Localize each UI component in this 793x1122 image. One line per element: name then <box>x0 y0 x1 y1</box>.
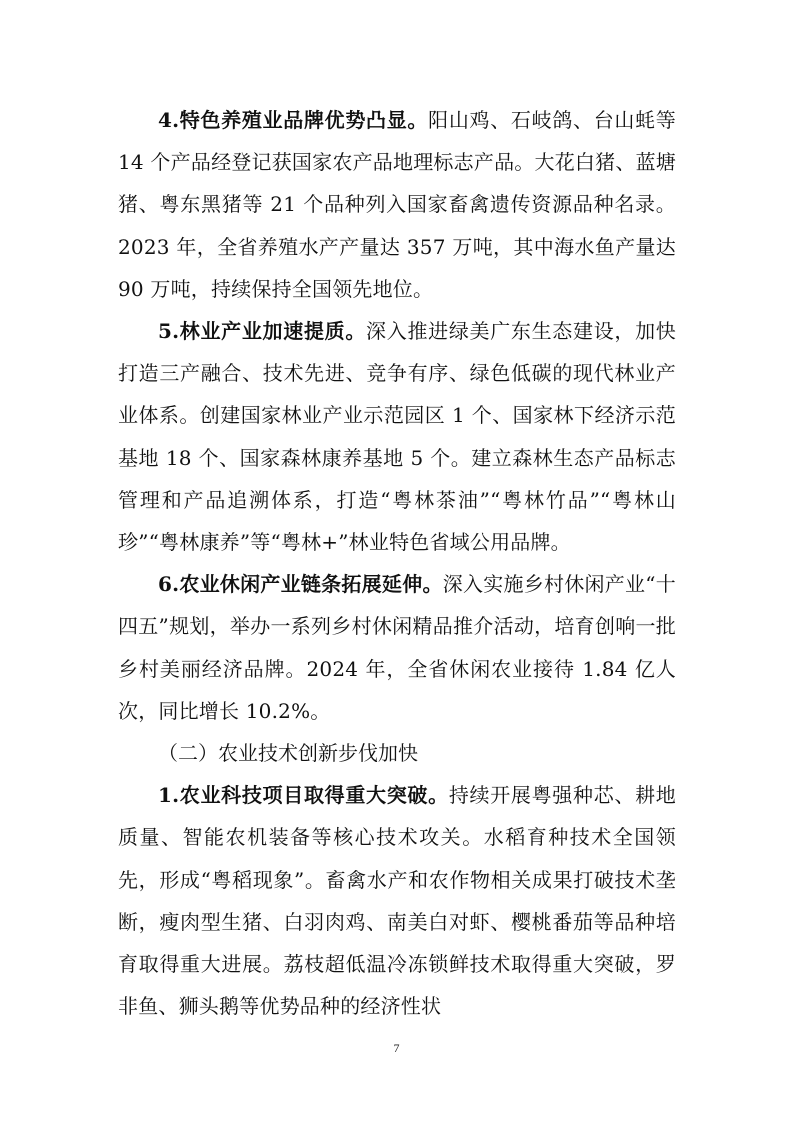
paragraph-lead: 1.农业科技项目取得重大突破。 <box>158 783 449 808</box>
paragraph-body: 阳山鸡、石岐鸽、台山蚝等 14 个产品经登记获国家农产品地理标志产品。大花白猪、蓝塘猪、粤东黑猪等 21 个品种列入国家畜禽遗传资源品种名录。2023 年，全省养殖水产产量达 357 万吨，其中海水鱼产量达 90 万吨，持续保持全国领先地位。 <box>118 108 676 301</box>
paragraph-body: 深入推进绿美广东生态建设，加快打造三产融合、技术先进、竞争有序、绿色低碳的现代林业产业体系。创建国家林业产业示范园区 1 个、国家林下经济示范基地 18 个、国家森林康养基地 5 个。建立森林生态产品标志管理和产品追溯体系，打造“粤林茶油”“粤林竹品”“粤林山珍”“粤林康养”等“粤林+”林业特色省域公用品牌。 <box>118 319 676 555</box>
paragraph-agri-tech <box>118 774 676 1027</box>
paragraph-lead: 5.林业产业加速提质。 <box>158 319 367 344</box>
paragraph-lead: 4.特色养殖业品牌优势凸显。 <box>158 108 429 132</box>
document-page <box>118 99 676 1027</box>
paragraph-body: 持续开展粤强种芯、耕地质量、智能农机装备等核心技术攻关。水稻育种技术全国领先，形成“粤稻现象”。畜禽水产和农作物相关成果打破技术垄断，瘦肉型生猪、白羽肉鸡、南美白对虾、樱桃番茄等品种培育取得重大进展。荔枝超低温冷冻锁鲜技术取得重大突破，罗非鱼、狮头鹅等优势品种的经济性状 <box>118 783 676 1019</box>
paragraph-lead: 6.农业休闲产业链条拓展延伸。 <box>158 572 443 597</box>
paragraph-body: 深入实施乡村休闲产业“十四五”规划，举办一系列乡村休闲精品推介活动，培育创响一批乡村美丽经济品牌。2024 年，全省休闲农业接待 1.84 亿人次，同比增长 10.2%。 <box>118 572 676 723</box>
paragraph-leisure-agriculture <box>118 563 676 732</box>
paragraph-special-breeding <box>118 99 676 310</box>
paragraph-forestry <box>118 310 676 563</box>
page-number: 7 <box>393 1041 400 1055</box>
section-subheading: （二）农业技术创新步伐加快 <box>158 741 418 766</box>
